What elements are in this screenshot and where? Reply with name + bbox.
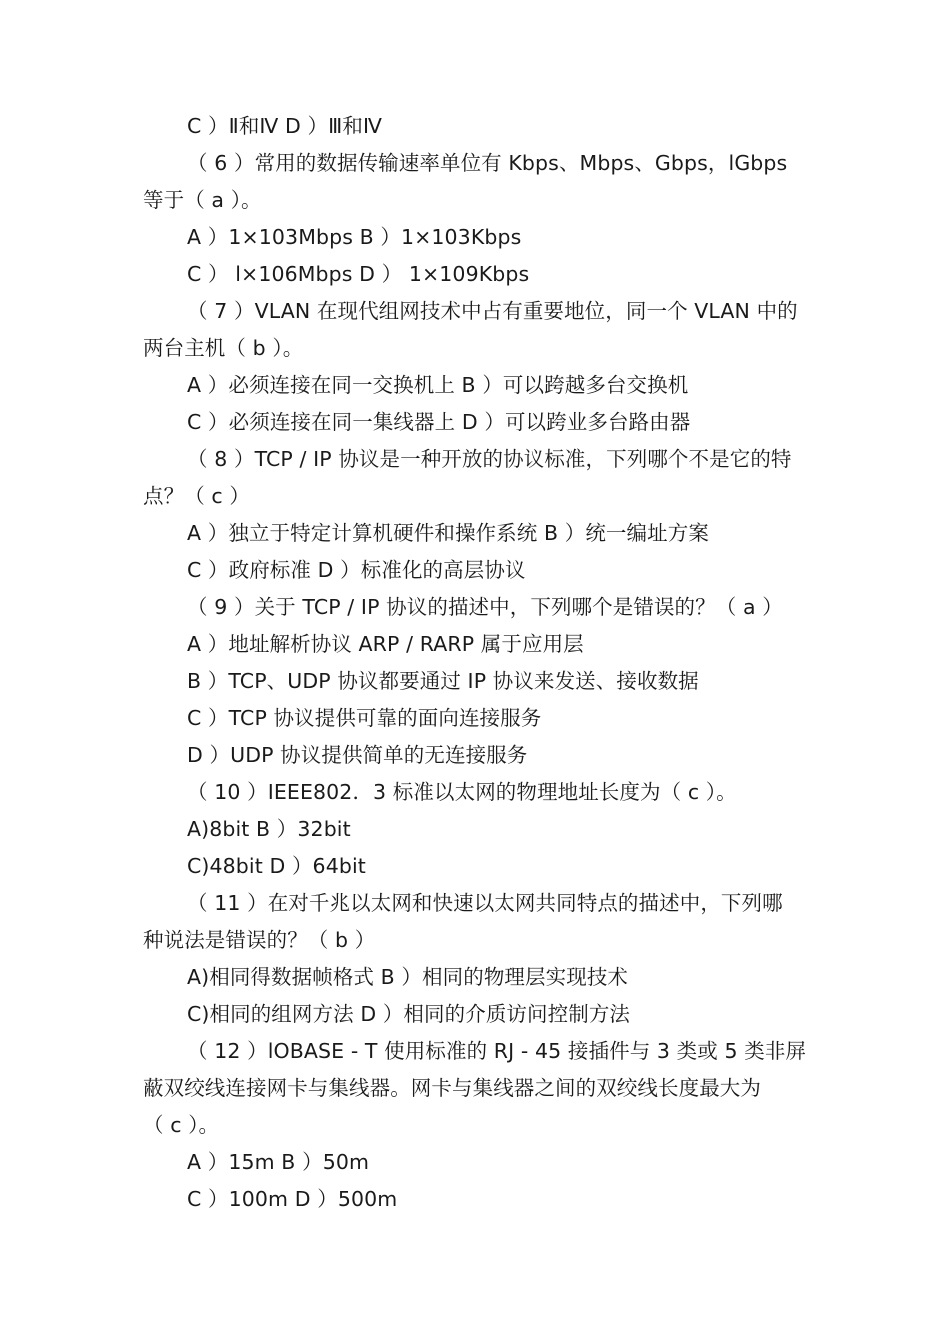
option-line: C ）Ⅱ和Ⅳ D ）Ⅲ和Ⅳ: [187, 114, 383, 138]
option-line: B ）TCP、UDP 协议都要通过 IP 协议来发送、接收数据: [187, 669, 699, 693]
option-line: A)8bit B ）32bit: [187, 817, 351, 841]
option-line: A)相同得数据帧格式 B ）相同的物理层实现技术: [187, 965, 629, 989]
question-7-cont: 两台主机（ b ）。: [143, 336, 304, 360]
question-12: （ 12 ）lOBASE - T 使用标准的 RJ - 45 接插件与 3 类或 5 类非屏: [187, 1039, 807, 1063]
option-line: C)48bit D ）64bit: [187, 854, 366, 878]
question-6: （ 6 ）常用的数据传输速率单位有 Kbps、Mbps、Gbps，lGbps: [187, 151, 788, 175]
option-line: A ）必须连接在同一交换机上 B ）可以跨越多台交换机: [187, 373, 689, 397]
option-line: C)相同的组网方法 D ）相同的介质访问控制方法: [187, 1002, 631, 1026]
option-line: A ）地址解析协议 ARP / RARP 属于应用层: [187, 632, 584, 656]
option-line: A ）15m B ）50m: [187, 1150, 370, 1174]
question-10: （ 10 ）IEEE802．3 标准以太网的物理地址长度为（ c ）。: [187, 780, 737, 804]
question-7: （ 7 ）VLAN 在现代组网技术中占有重要地位，同一个 VLAN 中的: [187, 299, 798, 323]
question-9: （ 9 ）关于 TCP / IP 协议的描述中，下列哪个是错误的？（ a ）: [187, 595, 783, 619]
question-11: （ 11 ）在对千兆以太网和快速以太网共同特点的描述中，下列哪: [187, 891, 783, 915]
question-6-cont: 等于（ a ）。: [143, 188, 262, 212]
question-8-cont: 点？（ c ）: [143, 484, 251, 508]
option-line: D ）UDP 协议提供简单的无连接服务: [187, 743, 528, 767]
option-line: C ）必须连接在同一集线器上 D ）可以跨业多台路由器: [187, 410, 691, 434]
option-line: A ）独立于特定计算机硬件和操作系统 B ）统一编址方案: [187, 521, 709, 545]
question-12-cont: （ c ）。: [143, 1113, 220, 1137]
question-8: （ 8 ）TCP / IP 协议是一种开放的协议标准，下列哪个不是它的特: [187, 447, 792, 471]
option-line: C ）100m D ）500m: [187, 1187, 398, 1211]
option-line: C ）TCP 协议提供可靠的面向连接服务: [187, 706, 542, 730]
question-12-cont: 蔽双绞线连接网卡与集线器。网卡与集线器之间的双绞线长度最大为: [143, 1076, 761, 1100]
option-line: A ）1×103Mbps B ）1×103Kbps: [187, 225, 522, 249]
option-line: C ）政府标准 D ）标准化的高层协议: [187, 558, 526, 582]
question-11-cont: 种说法是错误的？（ b ）: [143, 928, 376, 952]
option-line: C ） l×106Mbps D ） 1×109Kbps: [187, 262, 530, 286]
